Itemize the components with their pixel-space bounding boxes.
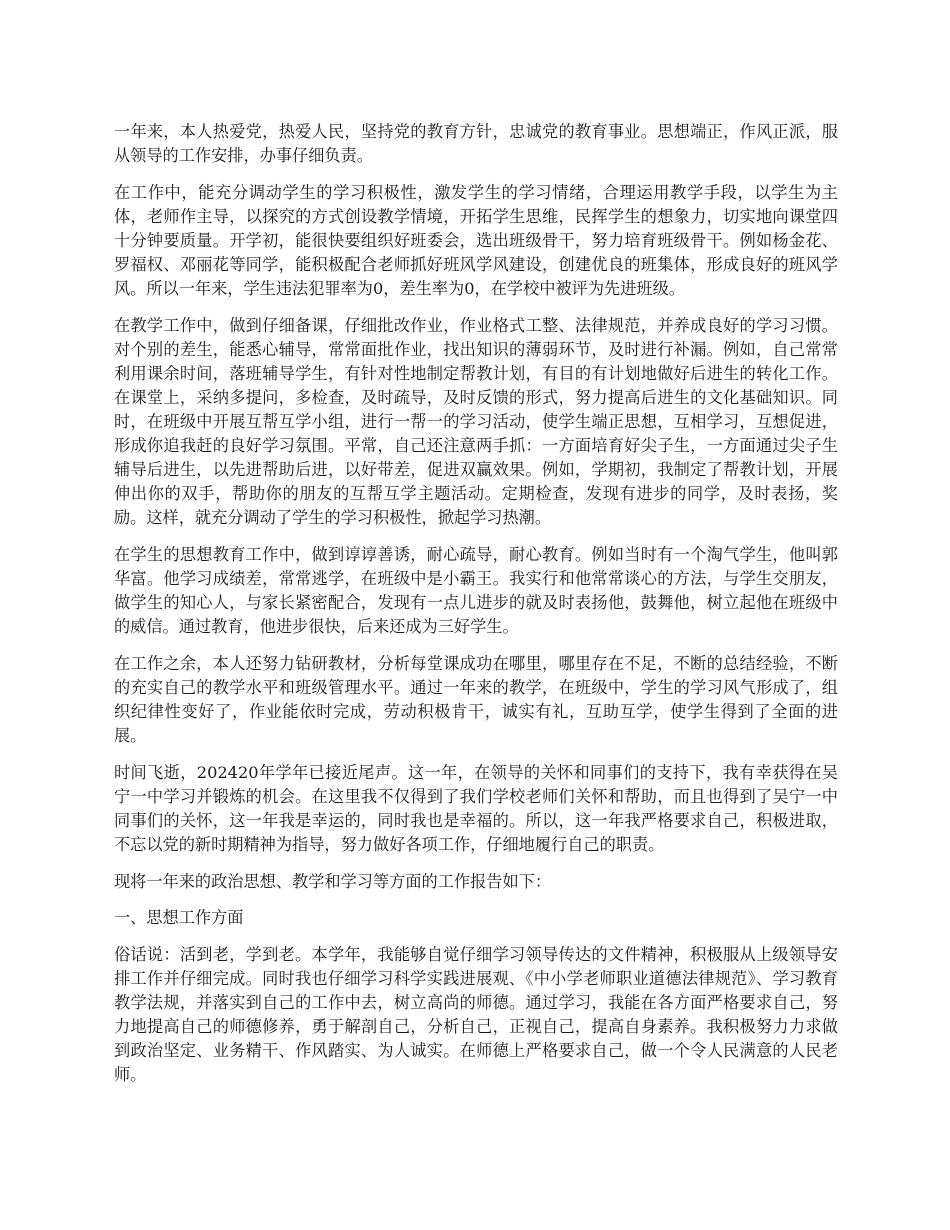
section-heading-ideology: 一、思想工作方面 bbox=[114, 908, 244, 928]
paragraph-teaching-work: 在教学工作中，做到仔细备课，仔细批改作业，作业格式工整、法律规范，并养成良好的学习习惯。对个别的差生，能悉心辅导，常常面批作业，找出知识的薄弱环节，及时进行补漏。例如，自己常常利用课余时间，落班辅导学生，有针对性地制定帮教计划，有目的有计划地做好后进生的转化工作。在课堂上，采纳多提问，多检查，及时疏导，及时反馈的形式，努力提高后进生的文化基础知识。同时，在班级中开展互帮互学小组，进行一帮一的学习活动，使学生端正思想，互相学习，互想促进，形成你追我赶的良好学习氛围。平常，自己还注意两手抓：一方面培育好尖子生，一方面通过尖子生辅导后进生，以先进帮助后进，以好带差，促进双赢效果。例如，学期初，我制定了帮教计划，开展伸出你的双手，帮助你的朋友的互帮互学主题活动。定期检查，发现有进步的同学，及时表扬，奖励。这样，就充分调动了学生的学习积极性，掀起学习热潮。 bbox=[114, 315, 838, 528]
paragraph-year-review: 时间飞逝，202420年学年已接近尾声。这一年，在领导的关怀和同事们的支持下，我有幸获得在吴宁一中学习并锻炼的机会。在这里我不仅得到了我们学校老师们关怀和帮助，而且也得到了吴宁一中同事们的关怀，这一年我是幸运的，同时我也是幸福的。所以，这一年我严格要求自己，积极进取，不忘以党的新时期精神为指导，努力做好各项工作，仔细地履行自己的职责。 bbox=[114, 762, 838, 855]
paragraph-moral-education: 在学生的思想教育工作中，做到谆谆善诱，耐心疏导，耐心教育。例如当时有一个淘气学生，他叫郭华富。他学习成绩差，常常逃学，在班级中是小霸王。我实行和他常常谈心的方法，与学生交朋友，做学生的知心人，与家长紧密配合，发现有一点儿进步的就及时表扬他，鼓舞他，树立起他在班级中的威信。通过教育，他进步很快，后来还成为三好学生。 bbox=[114, 545, 838, 637]
paragraph-intro: 一年来，本人热爱党，热爱人民，坚持党的教育方针，忠诚党的教育事业。思想端正，作风正派，服从领导的工作安排，办事仔细负责。 bbox=[114, 122, 838, 166]
document-body bbox=[114, 120, 838, 1100]
paragraph-report-lead: 现将一年来的政治思想、教学和学习等方面的工作报告如下： bbox=[114, 871, 552, 891]
paragraph-self-study: 在工作之余，本人还努力钻研教材，分析每堂课成功在哪里，哪里存在不足，不断的总结经验，不断的充实自己的教学水平和班级管理水平。通过一年来的教学，在班级中，学生的学习风气形成了，组织纪律性变好了，作业能依时完成，劳动积极肯干，诚实有礼，互助互学，使学生得到了全面的进展。 bbox=[114, 653, 838, 746]
paragraph-class-management: 在工作中，能充分调动学生的学习积极性，激发学生的学习情绪，合理运用教学手段，以学生为主体，老师作主导，以探究的方式创设教学情境，开拓学生思维，民挥学生的想象力，切实地向课堂四十分钟要质量。开学初，能很快要组织好班委会，选出班级骨干，努力培育班级骨干。例如杨金花、罗福权、邓丽花等同学，能积极配合老师抓好班风学风建设，创建优良的班集体，形成良好的班风学风。所以一年来，学生违法犯罪率为0，差生率为0，在学校中被评为先进班级。 bbox=[114, 182, 838, 299]
paragraph-ideology-work: 俗话说：活到老，学到老。本学年，我能够自觉仔细学习领导传达的文件精神，积极服从上级领导安排工作并仔细完成。同时我也仔细学习科学实践进展观、《中小学老师职业道德法律规范》、学习教育教学法规，并落实到自己的工作中去，树立高尚的师德。通过学习，我能在各方面严格要求自己，努力地提高自己的师德修养，勇于解剖自己，分析自己，正视自己，提高自身素养。我积极努力力求做到政治坚定、业务精干、作风踏实、为人诚实。在师德上严格要求自己，做一个令人民满意的人民老师。 bbox=[114, 944, 838, 1085]
